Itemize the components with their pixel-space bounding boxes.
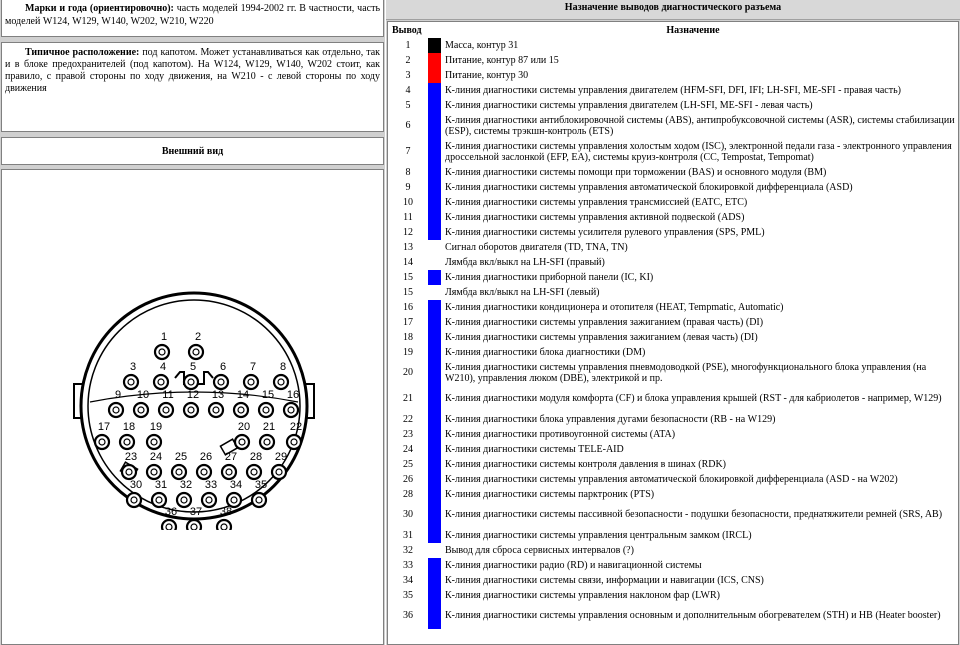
- connector-pin-label: 18: [122, 421, 136, 433]
- connector-pin-label: 11: [162, 389, 174, 401]
- connector-pin-label: 28: [249, 451, 263, 463]
- table-row: [388, 558, 958, 573]
- pin-number: 21: [403, 393, 413, 405]
- models-text: часть моделей 1994-2002 гг. В частности, часть моделей W124, W129, W140, W202, W210, W220: [5, 3, 381, 27]
- pin-purpose: Масса, контур 31: [445, 39, 519, 51]
- connector-pin-label: 33: [204, 479, 218, 491]
- pin-number: 17: [403, 316, 413, 328]
- connector-pin-label: 31: [154, 479, 168, 491]
- pin-number: 23: [403, 428, 413, 440]
- wire-color-swatch: [428, 210, 442, 225]
- connector-pin-label: 19: [149, 421, 163, 433]
- pin-purpose: К-линия диагностики системы пассивной безопасности - подушки безопасности, преднатяжители ремней (SRS, AB): [445, 509, 943, 521]
- wire-color-swatch: [428, 113, 442, 139]
- connector-pin-label: 30: [129, 479, 143, 491]
- pin-purpose: К-линия диагностики системы управления автоматической блокировкой дифференциала (ASD - на W202): [445, 473, 898, 485]
- pin-number: 24: [403, 443, 413, 455]
- table-row: [388, 195, 958, 210]
- wire-color-swatch: [428, 98, 442, 113]
- pin-number: 31: [403, 529, 413, 541]
- connector-pin-label: 20: [237, 421, 251, 433]
- pin-purpose: К-линия диагностики системы управления наклоном фар (LWR): [445, 589, 720, 601]
- connector-pin: [217, 506, 232, 530]
- pin-number: 28: [403, 488, 413, 500]
- table-row: [388, 68, 958, 83]
- pin-number: 15: [403, 271, 413, 283]
- pin-number: 20: [403, 367, 413, 379]
- pin-purpose: К-линия диагностики блока диагностики (DM): [445, 346, 646, 358]
- pin-number: 16: [403, 301, 413, 313]
- pin-number: 35: [403, 589, 413, 601]
- table-row: [388, 165, 958, 180]
- pin-number: 12: [403, 226, 413, 238]
- pin-number: 15: [403, 286, 413, 298]
- wire-color-swatch: [428, 573, 442, 588]
- connector-pin-label: 26: [199, 451, 213, 463]
- table-row: [388, 573, 958, 588]
- wire-color-swatch: [428, 412, 442, 427]
- pin-purpose: К-линия диагностики системы управления зажиганием (правая часть) (DI): [445, 316, 764, 328]
- wire-color-swatch: [428, 315, 442, 330]
- pin-number: 7: [405, 146, 411, 158]
- pin-purpose: К-линия диагностики кондиционера и отопителя (HEAT, Tempmatic, Automatic): [445, 301, 784, 313]
- pin-number: 26: [403, 473, 413, 485]
- connector-pin-label: 27: [224, 451, 238, 463]
- connector-pin-label: 5: [189, 361, 197, 373]
- pin-purpose: К-линия диагностики системы управления активной подвеской (ADS): [445, 211, 745, 223]
- table-row: [388, 270, 958, 285]
- wire-color-swatch: [428, 240, 442, 255]
- connector-pin-label: 1: [160, 331, 168, 343]
- table-row: [388, 330, 958, 345]
- wire-color-swatch: [428, 255, 442, 270]
- pin-purpose: К-линия диагностики системы управления пневмодоводкой (PSE), многофункционального блока управления (на W210), управления люком (DBE), электрикой и пр.: [445, 361, 927, 384]
- pin-number: 4: [405, 84, 411, 96]
- pin-purpose: К-линия диагностики системы парктроник (PTS): [445, 488, 655, 500]
- connector-pin-label: 3: [129, 361, 137, 373]
- pin-purpose: К-линия диагностики системы управления автоматической блокировкой дифференциала (ASD): [445, 181, 853, 193]
- table-row: [388, 427, 958, 442]
- connector-pin-label: 7: [249, 361, 257, 373]
- connector-pin-label: 38: [219, 506, 233, 518]
- connector-pin-label: 12: [186, 389, 200, 401]
- connector-pin-label: 4: [159, 361, 167, 373]
- table-row: [388, 588, 958, 603]
- pin-number: 36: [403, 610, 413, 622]
- wire-color-swatch: [428, 543, 442, 558]
- wire-color-swatch: [428, 139, 442, 165]
- pin-purpose: К-линия диагностики системы помощи при торможении (BAS) и основного модуля (BM): [445, 166, 827, 178]
- connector-pin-label: 15: [261, 389, 275, 401]
- pin-purpose: Сигнал оборотов двигателя (TD, TNA, TN): [445, 241, 628, 253]
- pin-number: 13: [403, 241, 413, 253]
- wire-color-swatch: [428, 165, 442, 180]
- wire-color-swatch: [428, 588, 442, 603]
- connector-pin-label: 32: [179, 479, 193, 491]
- table-row: [388, 315, 958, 330]
- pinout-table-container: [387, 21, 959, 645]
- connector-pin-label: 34: [229, 479, 243, 491]
- models-label: Марки и года (ориентировочно):: [25, 3, 174, 14]
- wire-color-swatch: [428, 195, 442, 210]
- wire-color-swatch: [428, 300, 442, 315]
- pin-number: 14: [403, 256, 413, 268]
- connector-pin-label: 9: [114, 389, 122, 401]
- table-row: [388, 360, 958, 386]
- pin-number: 25: [403, 458, 413, 470]
- pin-purpose: К-линия диагностики противоугонной системы (ATA): [445, 428, 676, 440]
- table-row: [388, 180, 958, 195]
- pin-number: 6: [405, 120, 411, 132]
- pin-purpose: К-линия диагностики системы TELE-AID: [445, 443, 624, 455]
- pin-purpose: Питание, контур 30: [445, 69, 529, 81]
- pinout-title: Назначение выводов диагностического разъема: [386, 0, 960, 20]
- pin-number: 33: [403, 559, 413, 571]
- pin-purpose: К-линия диагностики системы контроля давления в шинах (RDK): [445, 458, 727, 470]
- table-row: [388, 300, 958, 315]
- pin-number: 22: [403, 413, 413, 425]
- wire-color-swatch: [428, 270, 442, 285]
- pin-purpose: К-линия диагностики приборной панели (IC, KI): [445, 271, 654, 283]
- wire-color-swatch: [428, 603, 442, 629]
- location-cell: [1, 42, 384, 132]
- models-cell: [1, 0, 384, 37]
- purpose-column-header: Назначение: [666, 24, 720, 36]
- pin-number: 1: [405, 39, 411, 51]
- pin-purpose: К-линия диагностики блока управления дугами безопасности (RB - на W129): [445, 413, 776, 425]
- connector-pin-label: 25: [174, 451, 188, 463]
- table-row: [388, 240, 958, 255]
- table-row: [388, 98, 958, 113]
- connector-pin-label: 36: [164, 506, 178, 518]
- table-row: [388, 113, 958, 139]
- pin-purpose: К-линия диагностики системы управления основным и дополнительным обогревателем (STH) и HB (Heater booster): [445, 610, 941, 622]
- wire-color-swatch: [428, 528, 442, 543]
- connector-pin-label: 22: [289, 421, 303, 433]
- wire-color-swatch: [428, 285, 442, 300]
- location-label: Типичное расположение:: [25, 47, 140, 58]
- pin-number: 32: [403, 544, 413, 556]
- pin-purpose: К-линия диагностики системы управления центральным замком (IRCL): [445, 529, 752, 541]
- wire-color-swatch: [428, 442, 442, 457]
- table-row: [388, 345, 958, 360]
- table-row: [388, 139, 958, 165]
- exterior-image-cell: [1, 169, 384, 645]
- pin-number: 3: [405, 69, 411, 81]
- wire-color-swatch: [428, 38, 442, 53]
- pin-number: 19: [403, 346, 413, 358]
- wire-color-swatch: [428, 345, 442, 360]
- pin-purpose: К-линия диагностики модуля комфорта (CF) и блока управления крышей (RST - для кабриолетов - например, W129): [445, 393, 942, 405]
- connector-pin-label: 10: [136, 389, 150, 401]
- table-row: [388, 285, 958, 300]
- pin-number: 9: [405, 181, 411, 193]
- table-row: [388, 442, 958, 457]
- location-text: под капотом. Может устанавливаться как отдельно, так и в блоке предохранителей (под капотом). На W124, W129, W140, W202 стоит, как правило, с правой стороны по ходу движения, на W210 - с левой стороны по ходу движения: [5, 47, 381, 94]
- table-row: [388, 83, 958, 98]
- table-row: [388, 472, 958, 487]
- connector-pin-label: 2: [194, 331, 202, 343]
- table-row: [388, 603, 958, 629]
- connector-pin-label: 14: [236, 389, 250, 401]
- connector-pin-label: 23: [124, 451, 138, 463]
- table-row: [388, 543, 958, 558]
- wire-color-swatch: [428, 360, 442, 386]
- right-panel: [386, 0, 960, 645]
- table-row: [388, 487, 958, 502]
- pin-column-header: Вывод: [392, 24, 422, 36]
- wire-color-swatch: [428, 225, 442, 240]
- pin-purpose: К-линия диагностики антиблокировочной системы (ABS), антипробуксовочной системы (ASR), системы стабилизации (ESP), системы трэкшн-контроль (ETS): [445, 114, 955, 137]
- connector-pin-label: 16: [286, 389, 300, 401]
- wire-color-swatch: [428, 487, 442, 502]
- connector-pin-label: 17: [97, 421, 111, 433]
- table-row: [388, 225, 958, 240]
- left-panel: [0, 0, 385, 645]
- pin-purpose: К-линия диагностики системы управления зажиганием (левая часть) (DI): [445, 331, 758, 343]
- table-header-row: [388, 22, 958, 38]
- pin-purpose: К-линия диагностики системы управления двигателем (HFM-SFI, DFI, IFI; LH-SFI, ME-SFI - правая часть): [445, 84, 902, 96]
- pinout-table: [388, 22, 958, 629]
- table-row: [388, 457, 958, 472]
- connector-pin-label: 8: [279, 361, 287, 373]
- pin-purpose: Лямбда вкл/выкл на LH-SFI (левый): [445, 286, 600, 298]
- wire-color-swatch: [428, 457, 442, 472]
- connector-pin-label: 13: [211, 389, 225, 401]
- pin-number: 34: [403, 574, 413, 586]
- wire-color-swatch: [428, 53, 442, 68]
- pin-purpose: Вывод для сброса сервисных интервалов (?): [445, 544, 634, 556]
- table-row: [388, 528, 958, 543]
- connector-pin-label: 35: [254, 479, 268, 491]
- pin-number: 8: [405, 166, 411, 178]
- pin-number: 18: [403, 331, 413, 343]
- connector-pin-label: 24: [149, 451, 163, 463]
- table-row: [388, 210, 958, 225]
- table-row: [388, 412, 958, 427]
- pin-number: 2: [405, 54, 411, 66]
- connector-pin-label: 6: [219, 361, 227, 373]
- pin-purpose: Лямбда вкл/выкл на LH-SFI (правый): [445, 256, 605, 268]
- connector-pin-label: 29: [274, 451, 288, 463]
- table-row: [388, 502, 958, 528]
- connector-diagram: [72, 282, 317, 530]
- connector-pin-label: 21: [262, 421, 276, 433]
- wire-color-swatch: [428, 427, 442, 442]
- pin-purpose: К-линия диагностики системы управления трансмиссией (EATC, ETC): [445, 196, 748, 208]
- wire-color-swatch: [428, 472, 442, 487]
- pin-purpose: К-линия диагностики системы управления двигателем (LH-SFI, ME-SFI - левая часть): [445, 99, 813, 111]
- pin-purpose: К-линия диагностики системы управления холостым ходом (ISC), электронной педали газа - электронного управления дроссельной заслонкой (EFP, EA), системы круиз-контроля (CC, Tempostat, Tempomat): [445, 140, 952, 163]
- wire-color-swatch: [428, 558, 442, 573]
- wire-color-swatch: [428, 502, 442, 528]
- wire-color-swatch: [428, 386, 442, 412]
- table-row: [388, 38, 958, 53]
- pin-purpose: К-линия диагностики радио (RD) и навигационной системы: [445, 559, 702, 571]
- pin-number: 11: [403, 211, 413, 223]
- exterior-heading: Внешний вид: [1, 137, 384, 165]
- wire-color-swatch: [428, 330, 442, 345]
- pin-number: 5: [405, 99, 411, 111]
- pin-number: 10: [403, 196, 413, 208]
- table-row: [388, 53, 958, 68]
- table-row: [388, 255, 958, 270]
- table-row: [388, 386, 958, 412]
- wire-color-swatch: [428, 68, 442, 83]
- pin-purpose: К-линия диагностики системы усилителя рулевого управления (SPS, PML): [445, 226, 765, 238]
- wire-color-swatch: [428, 83, 442, 98]
- connector-pin-label: 37: [189, 506, 203, 518]
- pin-purpose: К-линия диагностики системы связи, информации и навигации (ICS, CNS): [445, 574, 764, 586]
- connector-figure: [72, 282, 317, 530]
- pin-number: 30: [403, 509, 413, 521]
- pin-purpose: Питание, контур 87 или 15: [445, 54, 559, 66]
- wire-color-swatch: [428, 180, 442, 195]
